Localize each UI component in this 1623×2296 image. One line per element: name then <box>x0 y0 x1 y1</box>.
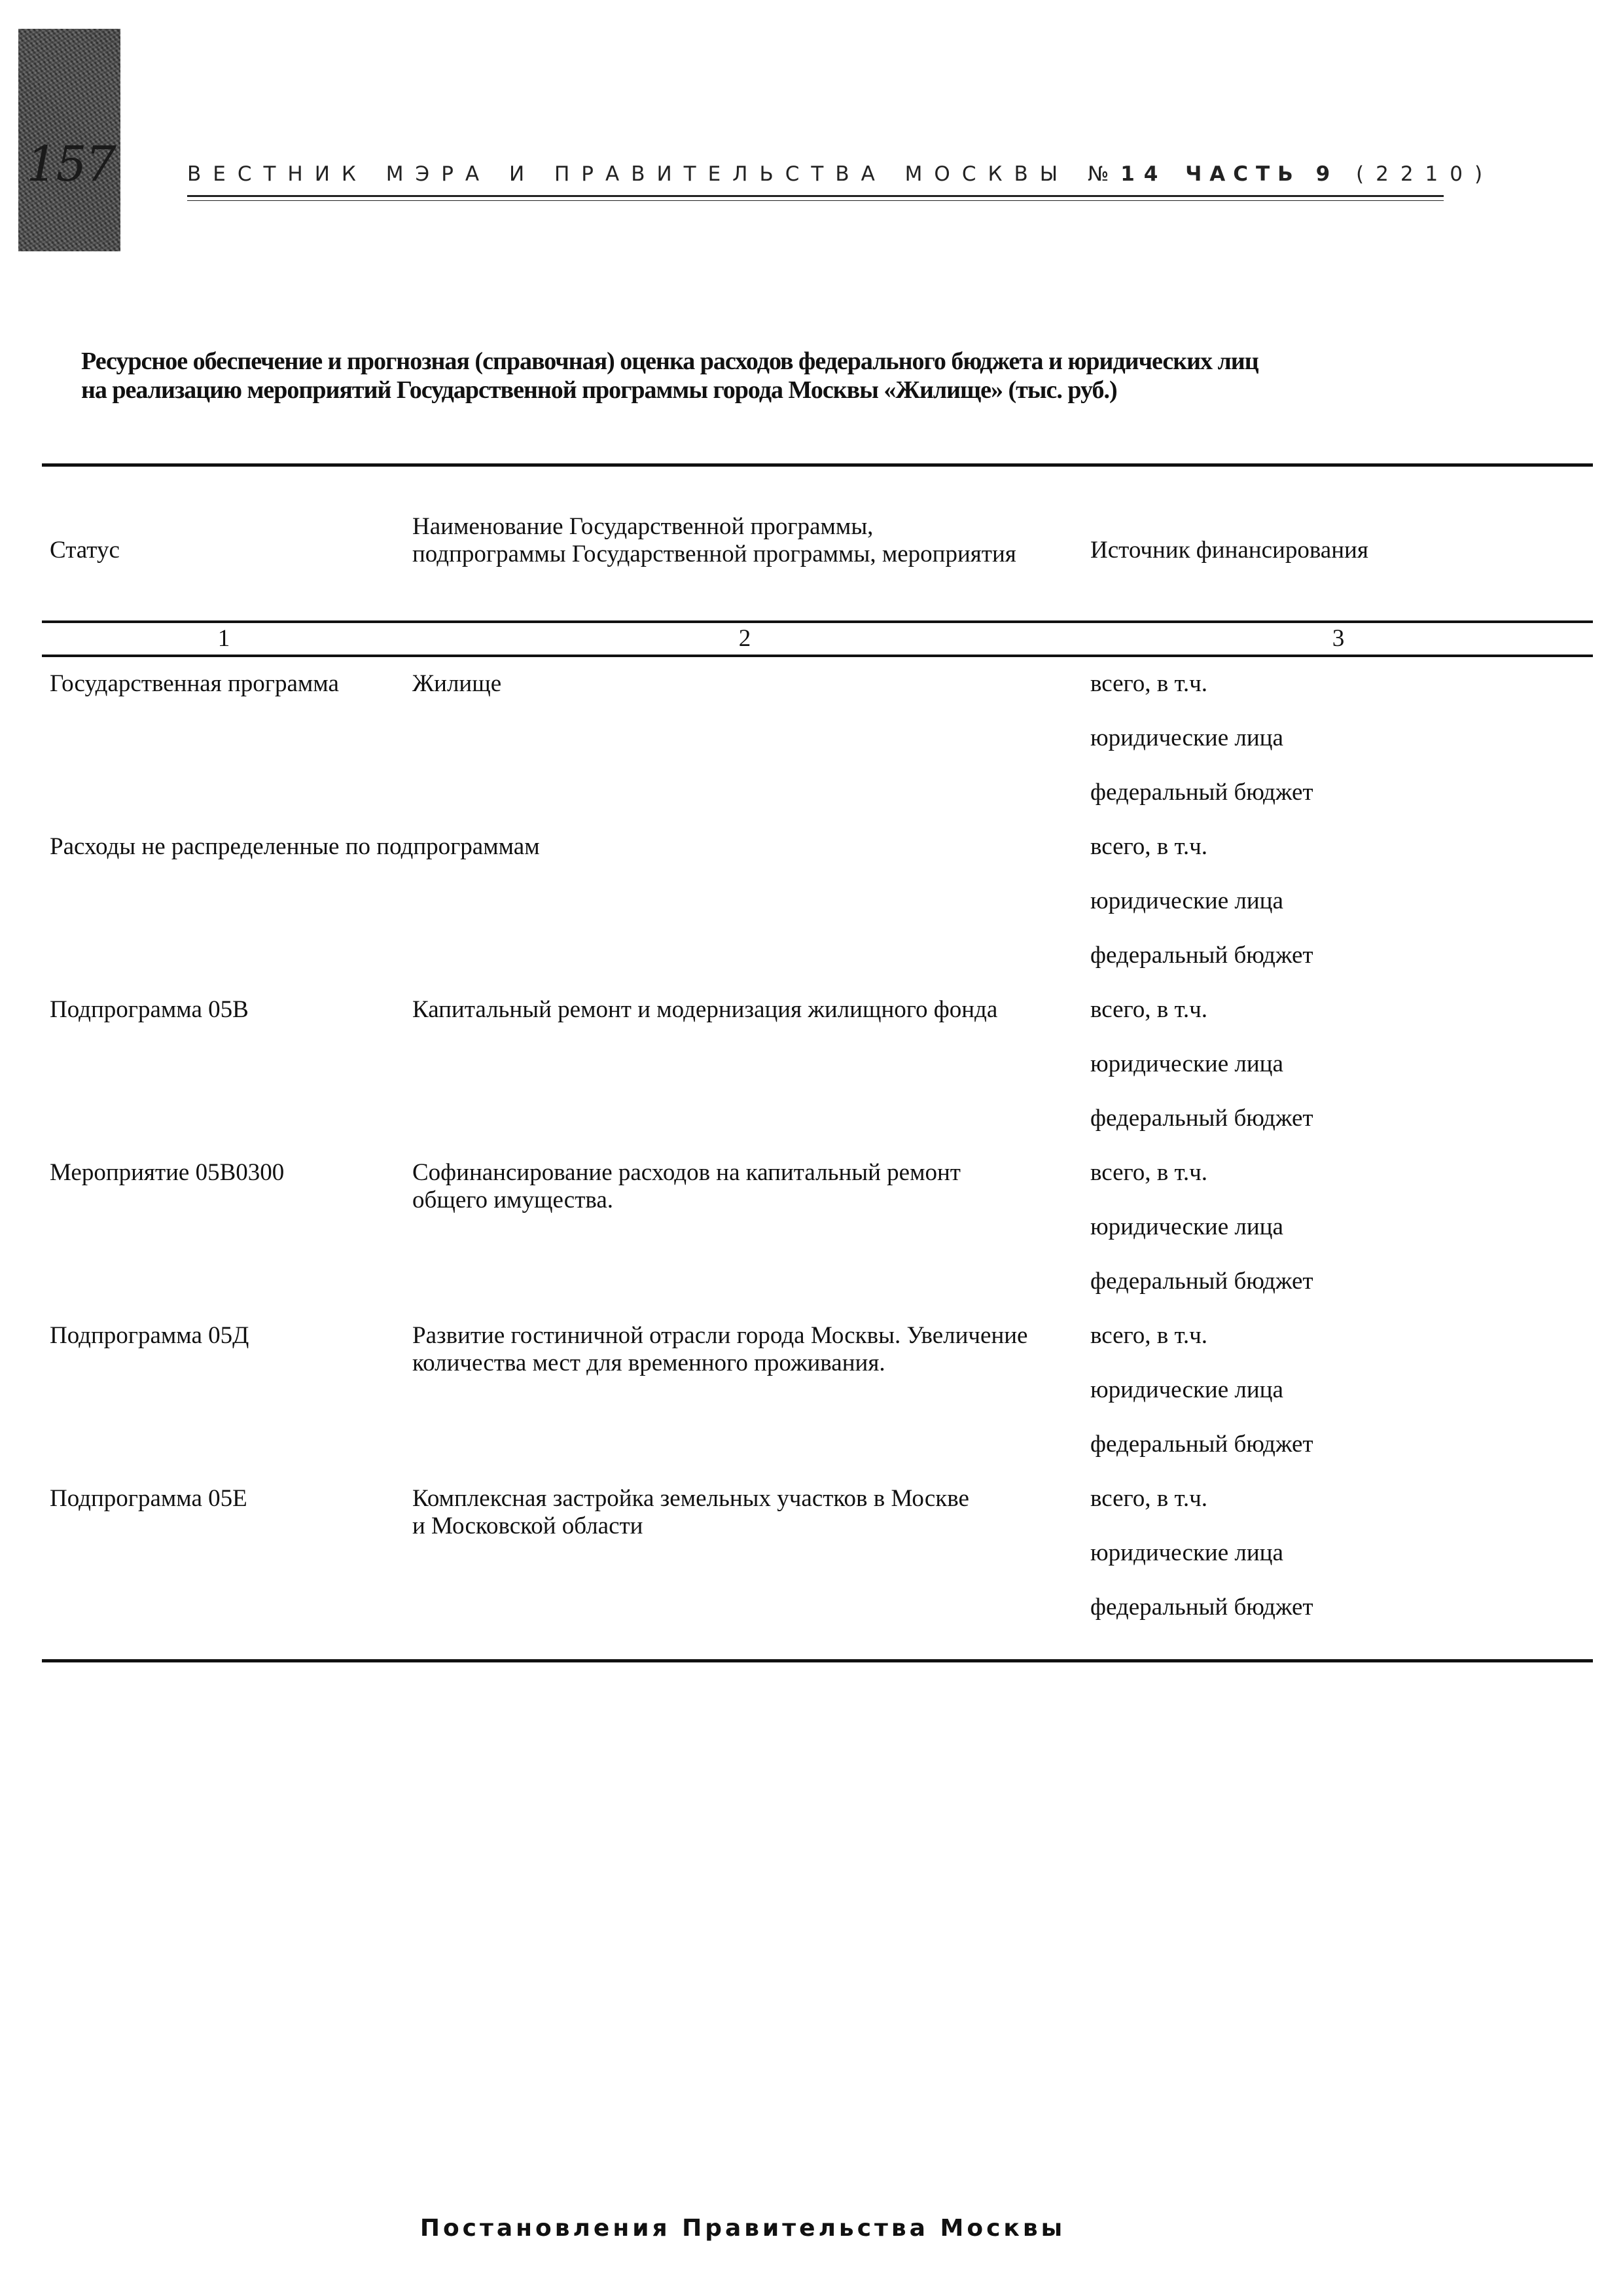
row-status: Расходы не распределенные по подпрограммам <box>50 833 540 860</box>
header-name-line-2: подпрограммы Государственной программы, мероприятия <box>412 541 1016 567</box>
row-name-line-1: Софинансирование расходов на капитальный ремонт <box>412 1159 961 1186</box>
header-rule <box>42 620 1593 623</box>
column-number-2: 2 <box>738 625 751 652</box>
header-rule <box>187 195 1444 197</box>
header-name-line-1: Наименование Государственной программы, <box>412 513 874 540</box>
row-source: всего, в т.ч. <box>1090 1485 1208 1512</box>
row-source: всего, в т.ч. <box>1090 1159 1208 1186</box>
title-line-1: Ресурсное обеспечение и прогнозная (справочная) оценка расходов федерального бюджета и юридических лиц <box>81 348 1258 375</box>
row-source: юридические лица <box>1090 1539 1283 1566</box>
header-status: Статус <box>50 537 120 564</box>
row-source: всего, в т.ч. <box>1090 670 1208 697</box>
row-name-line-1: Комплексная застройка земельных участков в Москве <box>412 1485 969 1512</box>
table-bottom-rule <box>42 1659 1593 1662</box>
row-name-line-2: и Московской области <box>412 1513 643 1539</box>
publication-name: ВЕСТНИК МЭРА И ПРАВИТЕЛЬСТВА МОСКВЫ <box>187 162 1070 186</box>
table-top-rule <box>42 463 1593 467</box>
row-name: Капитальный ремонт и модернизация жилищного фонда <box>412 996 998 1023</box>
row-source: федеральный бюджет <box>1090 942 1313 969</box>
row-source: всего, в т.ч. <box>1090 1322 1208 1349</box>
page-footer: Постановления Правительства Москвы <box>419 2215 1066 2242</box>
issue-sign: № <box>1087 162 1121 186</box>
row-status: Подпрограмма 05В <box>50 996 249 1023</box>
row-source: федеральный бюджет <box>1090 1268 1313 1295</box>
row-status: Подпрограмма 05Д <box>50 1322 249 1349</box>
row-name: Жилище <box>412 670 502 697</box>
running-header <box>187 162 1495 186</box>
header-rule-thin <box>187 200 1444 201</box>
row-source: всего, в т.ч. <box>1090 996 1208 1023</box>
row-name <box>412 1485 969 1540</box>
row-source: юридические лица <box>1090 1213 1283 1240</box>
row-source: федеральный бюджет <box>1090 1431 1313 1458</box>
row-name-line-1: Развитие гостиничной отрасли города Москвы. Увеличение <box>412 1322 1028 1349</box>
issue-serial: (2210) <box>1356 162 1495 186</box>
row-source: юридические лица <box>1090 1050 1283 1077</box>
document-title <box>81 347 1390 404</box>
row-source: юридические лица <box>1090 725 1283 751</box>
row-source: всего, в т.ч. <box>1090 833 1208 860</box>
header-source: Источник финансирования <box>1090 537 1368 564</box>
row-source: федеральный бюджет <box>1090 1594 1313 1621</box>
column-number-1: 1 <box>217 625 230 652</box>
column-number-3: 3 <box>1332 625 1345 652</box>
header-name <box>412 513 1016 568</box>
row-source: юридические лица <box>1090 888 1283 914</box>
title-line-2: на реализацию мероприятий Государственной программы города Москвы «Жилище» (тыс. руб.) <box>81 376 1117 404</box>
row-status: Государственная программа <box>50 670 339 697</box>
row-source: федеральный бюджет <box>1090 779 1313 806</box>
issue-number: 14 <box>1120 162 1168 186</box>
row-name-line-2: количества мест для временного проживания. <box>412 1350 885 1376</box>
page-number: 157 <box>26 136 115 192</box>
issue-part: ЧАСТЬ 9 <box>1185 162 1338 186</box>
row-name-line-2: общего имущества. <box>412 1187 614 1213</box>
row-name <box>412 1159 961 1214</box>
row-name <box>412 1322 1027 1377</box>
row-status: Подпрограмма 05Е <box>50 1485 247 1512</box>
row-source: юридические лица <box>1090 1376 1283 1403</box>
row-status: Мероприятие 05В0300 <box>50 1159 285 1186</box>
row-source: федеральный бюджет <box>1090 1105 1313 1132</box>
column-number-rule <box>42 655 1593 657</box>
